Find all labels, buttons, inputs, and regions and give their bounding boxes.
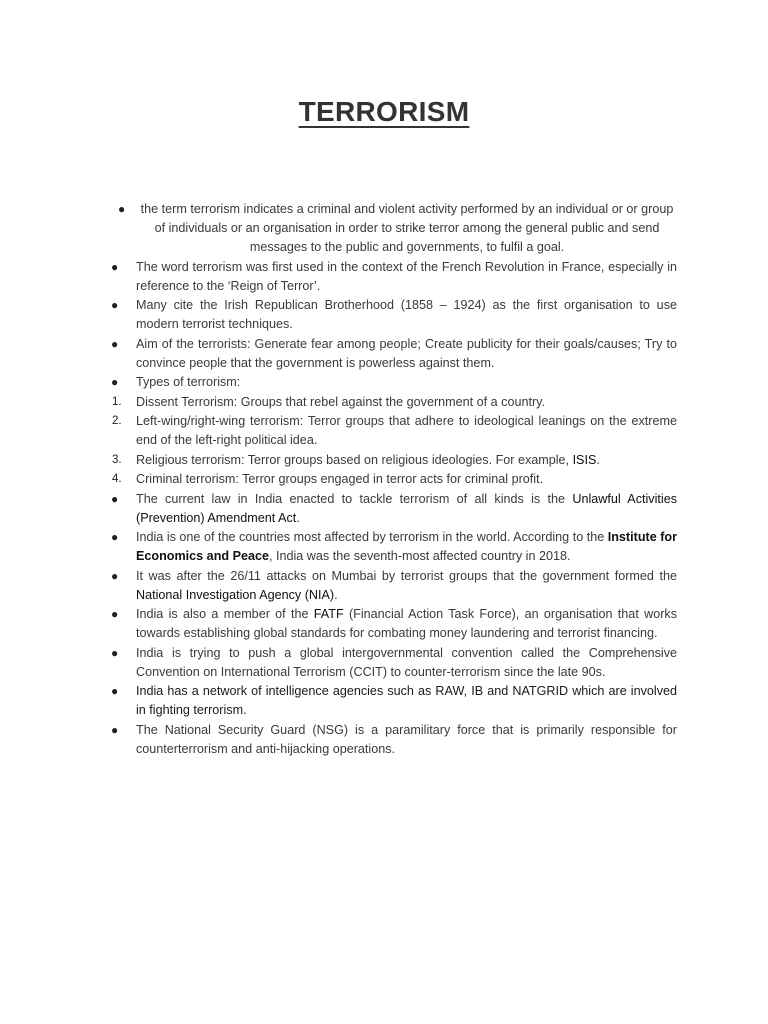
list-item — [0, 200, 768, 257]
text-segment: India is one of the countries most affected by terrorism in the world. According to the — [136, 530, 608, 544]
bullet-icon: ● — [111, 722, 119, 737]
list-number: 2. — [112, 415, 122, 427]
numbered-item — [0, 470, 768, 489]
list-item — [0, 721, 768, 759]
text-segment: . — [334, 587, 338, 602]
list-item-text: Types of terrorism: — [136, 375, 241, 389]
list-item-text: Many cite the Irish Republican Brotherhood (1858 – 1924) as the first organisation to use modern terrorist techniques. — [136, 298, 677, 331]
bullet-icon: ● — [111, 568, 119, 583]
list-item-text: Aim of the terrorists: Generate fear among people; Create publicity for their goals/causes; Try to convince people that the government is powerless against them. — [136, 336, 677, 370]
list-item-text — [136, 490, 677, 528]
list-item-text: India has a network of intelligence agencies such as RAW, IB and NATGRID which are involved in fighting terrorism. — [136, 684, 677, 717]
list-item — [0, 567, 768, 605]
text-segment: It was after the 26/11 attacks on Mumbai by terrorist groups that the government formed the — [136, 568, 677, 583]
list-item-text: Criminal terrorism: Terror groups engaged in terror acts for criminal profit. — [136, 472, 544, 486]
list-item-text — [136, 451, 677, 470]
uapa-link[interactable]: Unlawful Activities (Prevention) Amendment Act — [136, 491, 677, 525]
list-item-text: The word terrorism was first used in the context of the French Revolution in France, especially in reference to the ‘Reign of Terror’. — [136, 259, 677, 293]
list-number: 4. — [112, 473, 122, 485]
text-segment: , India was the seventh-most affected country in 2018. — [269, 549, 571, 563]
list-item-text — [136, 605, 677, 643]
list-item — [0, 490, 768, 528]
list-number: 1. — [112, 395, 122, 408]
list-item-text: The National Security Guard (NSG) is a paramilitary force that is primarily responsible for counterterrorism and anti-hijacking operations. — [136, 722, 677, 756]
list-item-text: Dissent Terrorism: Groups that rebel against the government of a country. — [136, 394, 546, 409]
list-number: 3. — [112, 453, 122, 466]
bullet-icon: ● — [111, 298, 119, 312]
bullet-icon: ● — [111, 336, 119, 351]
numbered-item — [0, 393, 768, 412]
list-item — [0, 335, 768, 373]
nia-link[interactable]: National Investigation Agency (NIA) — [136, 587, 335, 602]
bullet-list — [0, 200, 768, 759]
list-item-text: Left-wing/right-wing terrorism: Terror groups that adhere to ideological leanings on the extreme end of the left-right political idea. — [136, 414, 677, 447]
text-segment: . — [296, 510, 300, 525]
bullet-icon: ● — [111, 607, 119, 621]
list-item-text — [136, 567, 677, 605]
list-item — [0, 528, 768, 566]
bullet-icon: ● — [111, 491, 119, 506]
text-segment: The current law in India enacted to tackle terrorism of all kinds is the — [136, 491, 573, 506]
text-segment: India is also a member of the — [136, 607, 314, 621]
bullet-icon: ● — [111, 684, 119, 698]
list-item — [0, 605, 768, 643]
numbered-item — [0, 451, 768, 470]
list-item — [0, 296, 768, 334]
bullet-icon: ● — [118, 202, 126, 216]
page-title: TERRORISM — [298, 96, 470, 127]
bullet-icon: ● — [111, 259, 119, 274]
list-item — [0, 682, 768, 720]
bullet-icon: ● — [111, 530, 119, 544]
list-item-text: India is trying to push a global intergovernmental convention called the Comprehensive Convention on International Terrorism (CCIT) to counter-terrorism since the late 90s. — [136, 645, 677, 679]
bullet-icon: ● — [111, 645, 119, 660]
text-segment: (Financial Action Task Force), an organisation that works towards establishing global standards for combating money laundering and terrorist financing. — [136, 607, 677, 640]
list-item — [0, 258, 768, 296]
iep-bold-text: Institute for Economics and Peace — [136, 530, 678, 563]
fatf-link[interactable]: FATF — [313, 607, 344, 621]
list-item — [0, 373, 768, 392]
text-segment: Religious terrorism: Terror groups based on religious ideologies. For example, — [136, 452, 573, 467]
list-item-text — [136, 528, 677, 566]
numbered-item — [0, 412, 768, 450]
isis-link[interactable]: ISIS — [572, 452, 597, 467]
list-item — [0, 644, 768, 682]
bullet-icon: ● — [111, 375, 119, 389]
list-item-text: the term terrorism indicates a criminal and violent activity performed by an individual or or group of individuals or an organisation in order to strike terror among the general public and send messages to the public and governments, to fulfil a goal. — [140, 202, 674, 254]
text-segment: . — [596, 452, 600, 467]
